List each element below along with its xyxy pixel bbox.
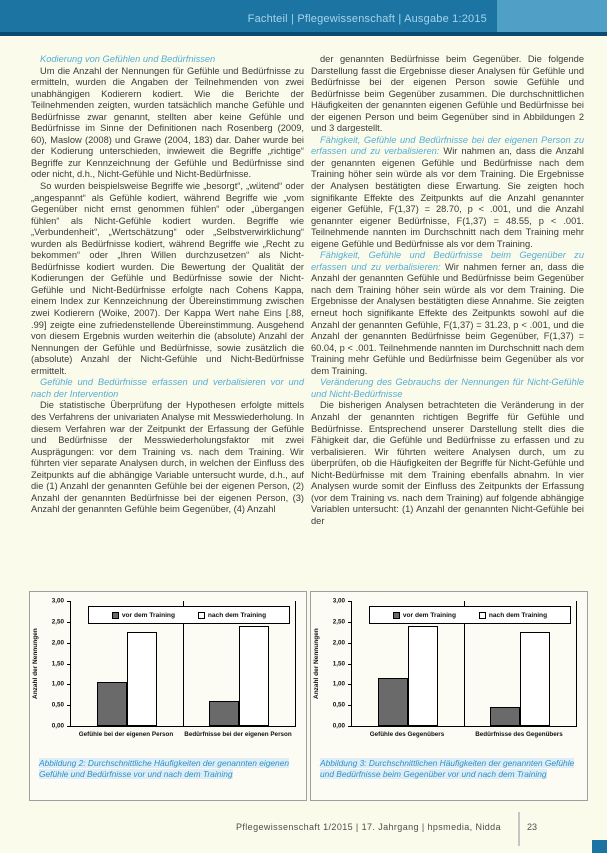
- header-bar-light: [497, 0, 607, 32]
- bar: [97, 682, 127, 726]
- y-tick-label: 2,00: [332, 639, 345, 647]
- legend-entry: [479, 612, 547, 619]
- paragraph: Die statistische Überprüfung der Hypothesen erfolgte mittels des Verfahrens der univariaten Analyse mit Messwiederholung. In diesem Verfahren war der Zeitpunkt der Erfassung der Gefühle und Bedürfnisse der Messwiederholungsfaktor mit zwei Ausprägungen: vor dem Training vs. nach dem Training. Wir führten vier separate Analysen durch, in welchen der Einfluss des Zeitpunkts auf die abhängige Variable untersucht wurde, d.h., auf die (1) Anzahl der genannten Gefühle bei der eigenen Person, (2) Anzahl der genannten Bedürfnisse bei der eigenen Person, (3) Anzahl der genannten Gefühle beim Gegenüber, (4) Anzahl: [31, 400, 304, 515]
- legend-entry: [112, 612, 175, 619]
- footer-page-number: 23: [527, 822, 538, 832]
- legend-entry: [198, 612, 266, 619]
- chart-legend: [88, 606, 290, 624]
- footer-divider: [518, 812, 520, 846]
- bar-chart-abbildung-3: [311, 592, 587, 752]
- article-column-right: [311, 54, 584, 527]
- paragraph: [311, 250, 584, 377]
- figure-abbildung-2: [29, 591, 307, 801]
- bar: [408, 626, 438, 726]
- y-axis-ticks: [44, 597, 66, 730]
- y-tick-mark: [348, 664, 351, 665]
- y-axis-label: Anzahl der Nennungen: [32, 628, 39, 700]
- figure-caption: Abbildung 3: Durchschnittlichen Häufigkeiten der genannten Gefühle und Bedürfnisse beim Gegenüber vor und nach dem Training: [320, 758, 575, 779]
- y-tick-mark: [67, 726, 70, 727]
- y-tick-label: 1,50: [332, 660, 345, 667]
- y-tick-mark: [348, 726, 351, 727]
- paragraph: Die bisherigen Analysen betrachteten die Veränderung in der Anzahl der genannten richtigen Begriffe für Gefühle und Bedürfnisse. Entsprechend unserer Darstellung stellt dies die Fähigkeit dar, die Gefühle und Bedürfnisse zu erfassen und zu verbalisieren. Wir führten weitere Analysen durch, um zu überprüfen, ob die Häufigkeiten der Begriffe für Nicht-Gefühle und Nicht-Bedürfnisse mit dem Training ebenfalls abnahm. In vier Analysen wurde somit der Einfluss des Zeitpunkts der Erfassung (vor dem Training vs. nach dem Training) auf folgende abhängige Variablen untersucht: (1) Anzahl der genannten Nicht-Gefühle bei der: [311, 400, 584, 526]
- y-axis-label: Anzahl der Nennungen: [313, 628, 320, 700]
- paragraph: der genannten Bedürfnisse beim Gegenüber. Die folgende Darstellung fasst die Ergebnisse dieser Analysen für Gefühle und Bedürfnisse bei der eigenen Person sowie Gefühle und Bedürfnisse beim Gegenüber zusammen. Die durchschnittlichen Häufigkeiten der genannten eigenen Gefühle und Bedürfnisse bei der eigenen Person und beim Gegenüber sind in Abbildungen 2 und 3 dargestellt.: [311, 54, 584, 134]
- y-tick-mark: [348, 643, 351, 644]
- y-tick-label: 0,50: [51, 701, 64, 709]
- bar: [209, 701, 239, 726]
- legend-entry: [393, 612, 456, 619]
- bar-chart-abbildung-2: [30, 592, 306, 752]
- x-category-label: Bedürfnisse des Gegenübers: [475, 731, 563, 738]
- paragraph: [311, 135, 584, 250]
- y-tick-label: 0,50: [332, 701, 345, 709]
- y-tick-label: 3,00: [51, 597, 64, 605]
- x-category-label: Gefühle bei der eigenen Person: [78, 731, 174, 738]
- corner-accent-square: [592, 840, 607, 853]
- bar: [239, 626, 269, 726]
- legend-label: vor dem Training: [402, 611, 456, 619]
- header-running-title: Fachteil | Pflegewissenschaft | Ausgabe 1:2015: [247, 13, 487, 25]
- bar: [490, 707, 520, 726]
- y-tick-mark: [67, 664, 70, 665]
- y-tick-mark: [348, 684, 351, 685]
- bar: [127, 632, 157, 726]
- y-tick-label: 0,00: [51, 722, 64, 730]
- y-tick-label: 2,00: [51, 639, 64, 647]
- chart-legend: [369, 606, 571, 624]
- legend-label: vor dem Training: [121, 611, 175, 619]
- y-tick-mark: [348, 705, 351, 706]
- paragraph-text: Wir nahmen ferner an, dass die Anzahl der genannten Gefühle und Bedürfnisse beim Gegenüber nach dem Training höher sein würde als vor dem Training. Die Ergebnisse der Analysen bestätigten diese Annahme. Sie zeigten erneut hoch signifikante Effekte des Zeitpunkts sowohl auf die Anzahl der genannten Gefühle, F(1,37) = 31.23, p < .001, und die Anzahl der genannten Bedürfnisse beim Gegenüber, F(1,37) = 60.04, p < .001. Teilnehmende nannten im Durchschnitt nach dem Training mehr Gefühle und Bedürfnisse beim Gegenüber als vor dem Training.: [311, 261, 584, 376]
- y-tick-label: 1,50: [51, 660, 64, 667]
- paragraph-text: Wir nahmen an, dass die Anzahl der genannten eigenen Gefühle und Bedürfnisse nach dem Training höher sein würde als vor dem Training. Die Ergebnisse der Analysen bestätigten diese Erwartung. Sie zeigten hoch signifikante Effekte des Zeitpunkts auf die Anzahl genannter eigener Gefühle, F(1,37) = 28.70, p < .001, und die Anzahl genannter eigener Bedürfnisse, F(1,37) = 48.55, p < .001. Teilnehmende nannten im Durchschnitt nach dem Training mehr eigene Gefühle und Bedürfnisse als vor dem Training.: [311, 146, 585, 249]
- legend-label: nach dem Training: [488, 611, 548, 619]
- header-bar: [0, 0, 607, 32]
- figure-caption: Abbildung 2: Durchschnittliche Häufigkeiten der genannten eigenen Gefühle und Bedürfnisse vor und nach dem Training: [39, 758, 290, 779]
- y-axis-ticks: [325, 597, 347, 730]
- paragraph: So wurden beispielsweise Begriffe wie „besorgt“, „wütend“ oder „angespannt“ als Gefühle kodiert, während Begriffe wie „vom Gegenüber nicht ernst genommen fühlen“ oder „übergangen fühlen“ als Nicht-Gefühle kodiert wurden. Begriffe wie „Verbundenheit“, „Wertschätzung“ oder „Selbstverwirklichung“ wurden als Bedürfnisse kodiert, während Begriffe wie „Recht zu bekommen“ oder „Ihren Willen durchzusetzen“ als Nicht-Bedürfnisse kodiert wurden. Die Bewertung der Qualität der Kodierungen der Gefühle und Bedürfnisse sowie der Nicht-Gefühle und Nicht-Bedürfnisse erfolgte nach Cohens Kappa, einem Index zur Kennzeichnung der Übereinstimmung zwischen zwei Kodierern (Woike, 2007). Der Kappa Wert nahe Eins [.88, .99] zeigte eine zufriedenstellende Übereinstimmung. Ausgehend von diesem Ergebnis wurden weiterhin die (absolute) Anzahl der Nennungen der Gefühle und Bedürfnisse, sowie zusätzlich die (absolute) Anzahl der Nicht-Gefühle und Nicht-Bedürfnisse ermittelt.: [31, 181, 304, 376]
- y-tick-label: 3,00: [332, 597, 345, 605]
- x-axis-labels: [70, 731, 294, 738]
- x-category-label: Bedürfnisse bei der eigenen Person: [184, 731, 292, 738]
- legend-swatch-icon: [198, 612, 205, 619]
- header-bar-dark: [0, 0, 497, 32]
- y-tick-mark: [67, 622, 70, 623]
- x-category-label: Gefühle des Gegenübers: [369, 731, 445, 738]
- footer-journal-line: Pflegewissenschaft 1/2015 | 17. Jahrgang | hpsmedia, Nidda: [235, 822, 501, 832]
- legend-swatch-icon: [112, 612, 119, 619]
- y-tick-mark: [67, 643, 70, 644]
- legend-label: nach dem Training: [207, 611, 267, 619]
- run-in-heading-gegenueber: Fähigkeit, Gefühle und Bedürfnisse beim Gegenüber zu erfassen und zu verbalisieren:: [311, 250, 584, 272]
- y-tick-mark: [348, 622, 351, 623]
- y-tick-label: 2,50: [51, 618, 64, 626]
- bar: [520, 632, 550, 726]
- legend-swatch-icon: [393, 612, 400, 619]
- section-heading-veraenderung: Veränderung des Gebrauchs der Nennungen für Nicht-Gefühle und Nicht-Bedürfnisse: [311, 377, 584, 399]
- legend-swatch-icon: [479, 612, 486, 619]
- article-column-left: [31, 54, 304, 516]
- section-heading-kodierung: Kodierung von Gefühlen und Bedürfnissen: [40, 54, 216, 64]
- y-tick-mark: [67, 684, 70, 685]
- figure-abbildung-3: [310, 591, 588, 801]
- paragraph: Um die Anzahl der Nennungen für Gefühle und Bedürfnisse zu ermitteln, wurden die Angaben der Teilnehmenden von zwei unabhängigen Kodierern kodiert. Wie die Berichte der Teilnehmenden zeigten, wurden tatsächlich manche Gefühle und Bedürfnisse zwar genannt, stellten aber keine Gefühle und Bedürfnisse im Sinne der Definitionen nach Rosenberg (2009, 60), Maslow (2008) und Grawe (2004, 183) dar. Daher wurde bei der Kodierung unterschieden, inwieweit die Begriffe „richtige“ Begriffe zur Kennzeichnung der Gefühle und Bedürfnisse sind oder nicht, d.h., Nicht-Gefühle und Nicht-Bedürfnisse.: [31, 65, 304, 180]
- y-tick-label: 1,00: [51, 680, 64, 688]
- y-tick-mark: [67, 705, 70, 706]
- y-tick-label: 1,00: [332, 680, 345, 688]
- header-rule: [0, 32, 607, 36]
- x-axis-labels: [351, 731, 575, 738]
- y-tick-label: 0,00: [332, 722, 345, 730]
- bar: [378, 678, 408, 726]
- y-tick-mark: [348, 601, 351, 602]
- y-tick-label: 2,50: [332, 618, 345, 626]
- section-heading-intervention: Gefühle und Bedürfnisse erfassen und verbalisieren vor und nach der Intervention: [31, 377, 304, 399]
- run-in-heading-eigene-person: Fähigkeit, Gefühle und Bedürfnisse bei der eigenen Person zu erfassen und zu verbalisieren:: [311, 134, 584, 157]
- y-tick-mark: [67, 601, 70, 602]
